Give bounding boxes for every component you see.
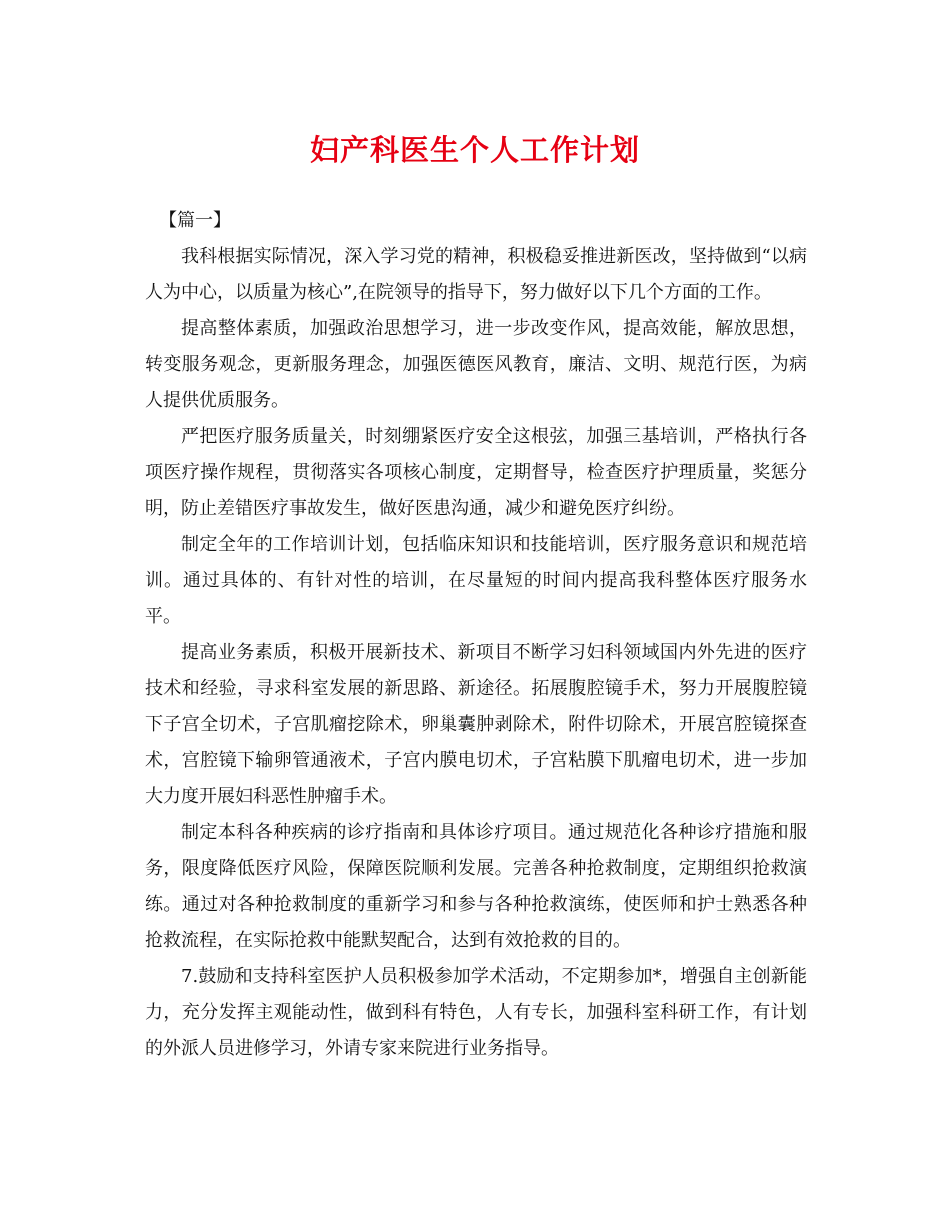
document-body [145,203,807,1067]
paragraph-5: 提高业务素质，积极开展新技术、新项目不断学习妇科领域国内外先进的医疗技术和经验，寻求科室发展的新思路、新途径。拓展腹腔镜手术，努力开展腹腔镜下子宫全切术，子宫肌瘤挖除术，卵巢囊肿剥除术，附件切除术，开展宫腔镜探查术，宫腔镜下输卵管通液术，子宫内膜电切术，子宫粘膜下肌瘤电切术，进一步加大力度开展妇科恶性肿瘤手术。 [145,642,807,807]
paragraph-7: 7.鼓励和支持科室医护人员积极参加学术活动，不定期参加*，增强自主创新能力，充分发挥主观能动性，做到科有特色，人有专长，加强科室科研工作，有计划的外派人员进修学习，外请专家来院进行业务指导。 [145,966,807,1059]
paragraph-6: 制定本科各种疾病的诊疗指南和具体诊疗项目。通过规范化各种诊疗措施和服务，限度降低医疗风险，保障医院顺利发展。完善各种抢救制度，定期组织抢救演练。通过对各种抢救制度的重新学习和参与各种抢救演练，使医师和护士熟悉各种抢救流程，在实际抢救中能默契配合，达到有效抢救的目的。 [145,822,807,951]
paragraph-2: 提高整体素质，加强政治思想学习，进一步改变作风，提高效能，解放思想，转变服务观念，更新服务理念，加强医德医风教育，廉洁、文明、规范行医，为病人提供优质服务。 [145,318,807,411]
section-label: 【篇一】 [159,210,231,231]
paragraph-4: 制定全年的工作培训计划，包括临床知识和技能培训，医疗服务意识和规范培训。通过具体的、有针对性的培训，在尽量短的时间内提高我科整体医疗服务水平。 [145,534,807,627]
document-title: 妇产科医生个人工作计划 [309,133,640,167]
paragraph-1: 我科根据实际情况，深入学习党的精神，积极稳妥推进新医改，坚持做到“以病人为中心，以质量为核心”,在院领导的指导下，努力做好以下几个方面的工作。 [145,246,807,303]
paragraph-3: 严把医疗服务质量关，时刻绷紧医疗安全这根弦，加强三基培训，严格执行各项医疗操作规程，贯彻落实各项核心制度，定期督导，检查医疗护理质量，奖惩分明，防止差错医疗事故发生，做好医患沟通，减少和避免医疗纠纷。 [145,426,807,519]
